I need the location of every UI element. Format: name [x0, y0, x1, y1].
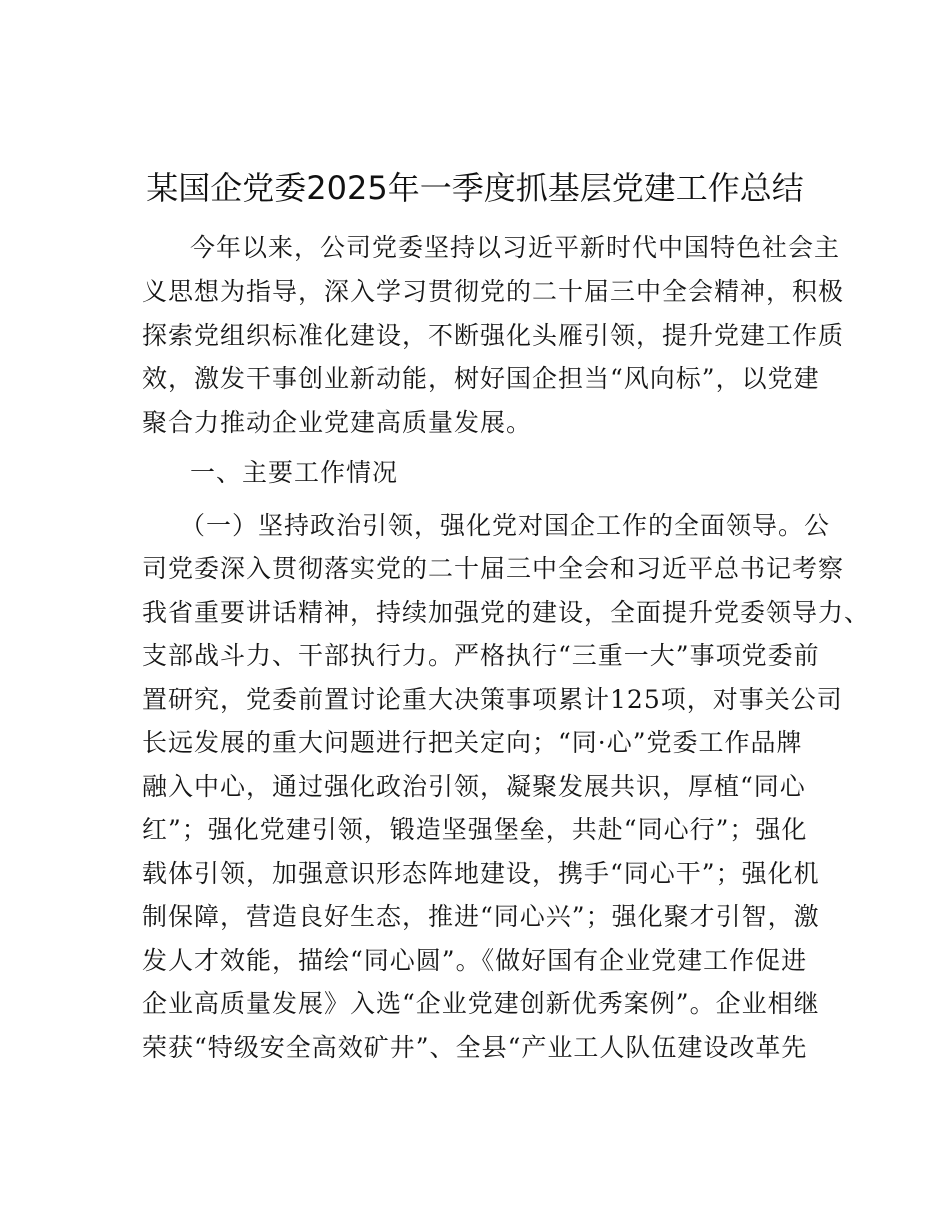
body-line: 制保障，营造良好生态，推进“同心兴”；强化聚才引智，激 — [142, 902, 820, 931]
body-line: （一）坚持政治引领，强化党对国企工作的全面领导。公 — [180, 511, 831, 540]
body-line: 荣获“特级安全高效矿井”、全县“产业工人队伍建设改革先 — [142, 1033, 808, 1062]
body-line: 融入中心，通过强化政治引领，凝聚发展共识，厚植“同心 — [142, 772, 806, 801]
body-line: 红”；强化党建引领，锻造坚强堡垒，共赴“同心行”；强化 — [142, 815, 808, 844]
intro-line: 今年以来，公司党委坚持以习近平新时代中国特色社会主 — [190, 233, 841, 262]
intro-line: 义思想为指导，深入学习贯彻党的二十届三中全会精神，积极 — [142, 277, 845, 306]
intro-line: 效，激发干事创业新动能，树好国企担当“风向标”，以党建 — [142, 364, 820, 393]
body-line: 我省重要讲话精神，持续加强党的建设，全面提升党委领导力、 — [142, 598, 871, 627]
body-line: 载体引领，加强意识形态阵地建设，携手“同心干”；强化机 — [142, 859, 820, 888]
body-line: 置研究，党委前置讨论重大决策事项累计125项，对事关公司 — [142, 685, 843, 714]
body-line: 发人才效能，描绘“同心圆”。《做好国有企业党建工作促进 — [142, 946, 808, 975]
body-line: 长远发展的重大问题进行把关定向；“同·心”党委工作品牌 — [142, 728, 803, 757]
body-line: 司党委深入贯彻落实党的二十届三中全会和习近平总书记考察 — [142, 554, 845, 583]
section-heading: 一、主要工作情况 — [190, 458, 399, 487]
document-title: 某国企党委2025年一季度抓基层党建工作总结 — [146, 169, 804, 207]
body-line: 支部战斗力、干部执行力。严格执行“三重一大”事项党委前 — [142, 641, 820, 670]
body-line: 企业高质量发展》入选“企业党建创新优秀案例”。企业相继 — [142, 989, 820, 1018]
intro-line: 聚合力推动企业党建高质量发展。 — [142, 408, 533, 437]
intro-line: 探索党组织标准化建设，不断强化头雁引领，提升党建工作质 — [142, 321, 845, 350]
